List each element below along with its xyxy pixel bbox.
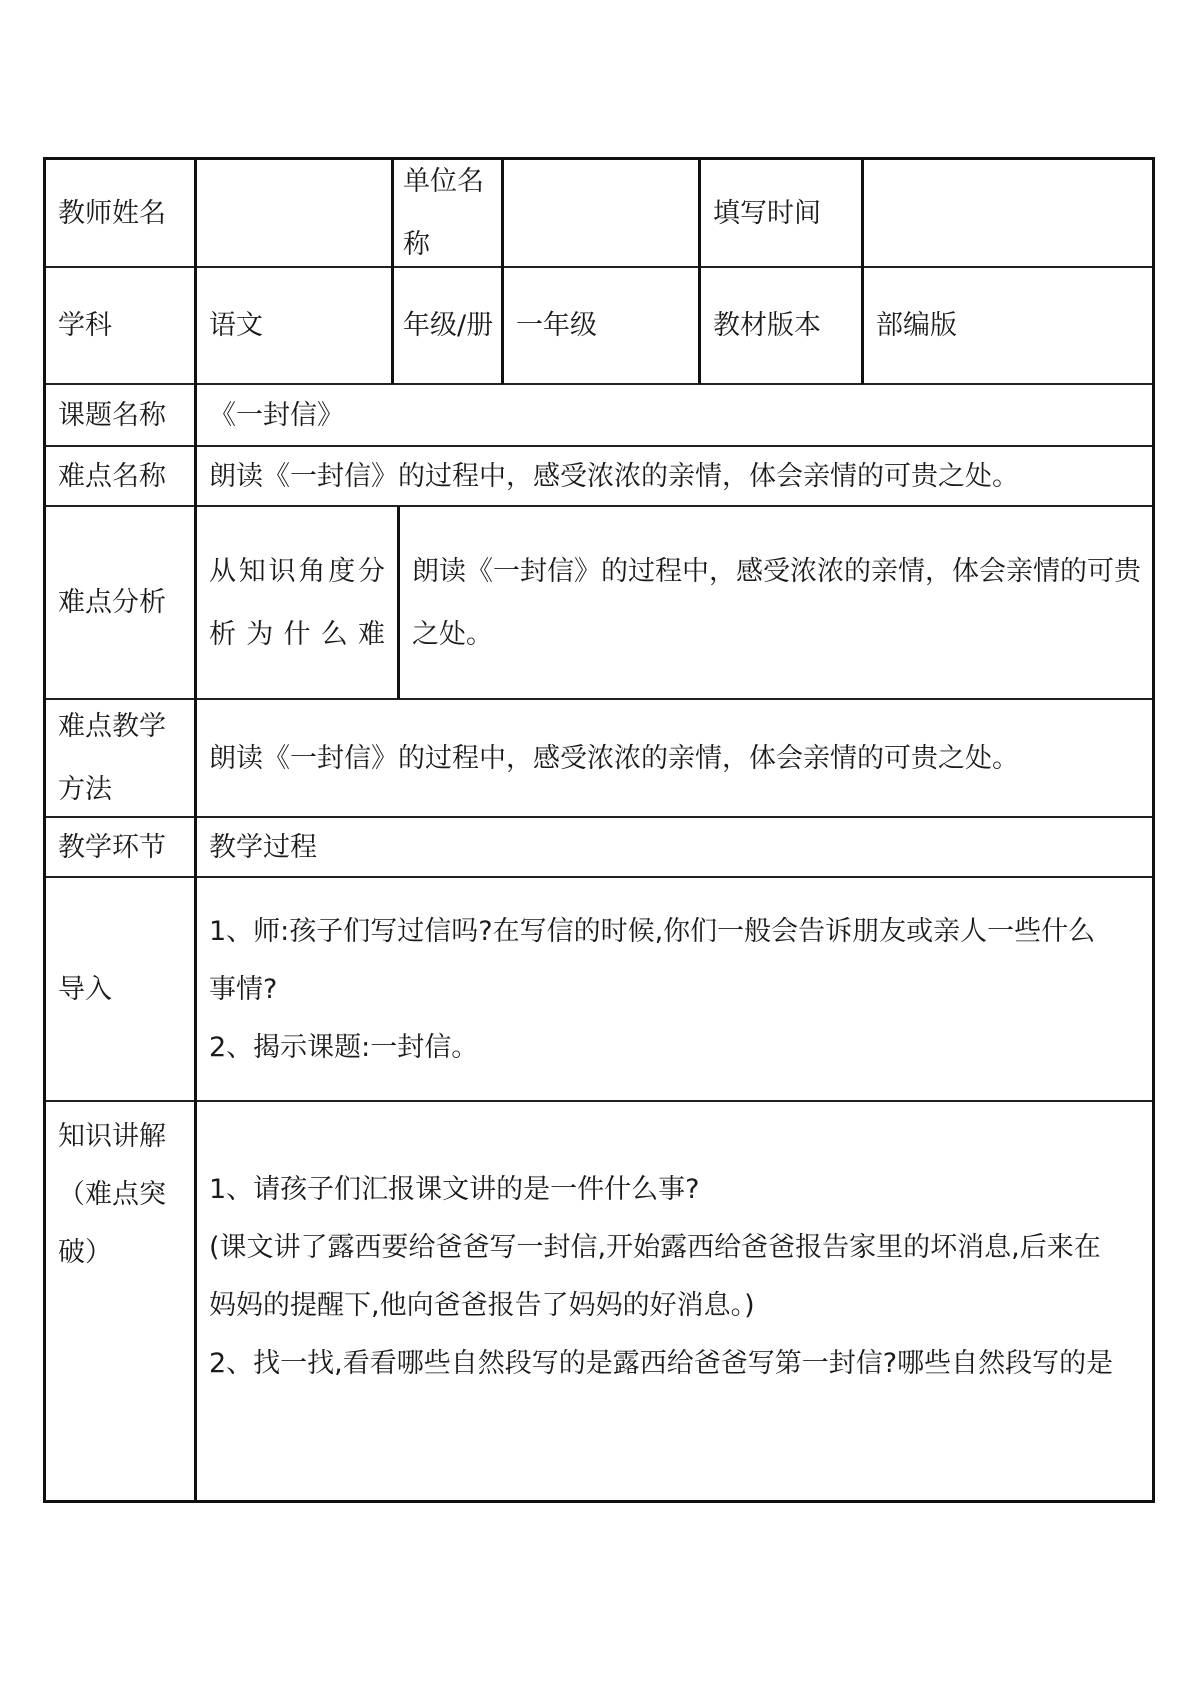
column-divider <box>391 160 394 384</box>
subject-label <box>58 268 192 383</box>
knowledge-line: 1、请孩子们汇报课文讲的是一件什么事? <box>209 1174 700 1205</box>
analysis-value-text: 朗读《一封信》的过程中，感受浓浓的亲情，体会亲情的可贵之处。 <box>412 555 1141 650</box>
method-label-text: 难点教学方法 <box>58 711 166 805</box>
fill-time-value[interactable] <box>876 160 1146 266</box>
unit-name-value[interactable] <box>516 160 696 266</box>
teacher-name-label <box>58 160 192 266</box>
lesson-title-label <box>58 385 192 445</box>
difficulty-label-text: 难点名称 <box>58 460 166 492</box>
difficulty-value[interactable] <box>209 447 1144 505</box>
column-divider <box>698 160 701 384</box>
knowledge-content[interactable] <box>209 1161 1149 1501</box>
lesson-title-value[interactable] <box>209 385 1139 445</box>
row-divider <box>46 1100 1152 1102</box>
analysis-sub-label <box>209 507 391 698</box>
column-divider <box>194 160 197 1500</box>
column-divider <box>861 160 864 384</box>
teacher-name-label-text: 教师姓名 <box>58 197 166 229</box>
column-divider <box>501 160 504 384</box>
analysis-value[interactable] <box>412 507 1142 698</box>
intro-line: 1、师:孩子们写过信吗?在写信的时候,你们一般会告诉朋友或亲人一些什么 <box>209 916 1096 947</box>
process-header-text: 教学过程 <box>209 831 317 863</box>
difficulty-label <box>58 447 192 505</box>
unit-name-label <box>403 160 495 266</box>
grade-label <box>403 268 495 383</box>
lesson-title-value-text: 《一封信》 <box>209 399 344 431</box>
subject-label-text: 学科 <box>58 310 112 341</box>
intro-label-text: 导入 <box>58 973 112 1005</box>
knowledge-line: 妈妈的提醒下,他向爸爸报告了妈妈的好消息。) <box>209 1290 755 1321</box>
knowledge-line: 2、找一找,看看哪些自然段写的是露西给爸爸写第一封信?哪些自然段写的是 <box>209 1348 1114 1379</box>
method-value-text: 朗读《一封信》的过程中，感受浓浓的亲情，体会亲情的可贵之处。 <box>209 742 1019 774</box>
analysis-label <box>58 507 192 698</box>
column-divider <box>397 506 400 699</box>
grade-value-text: 一年级 <box>516 310 597 341</box>
knowledge-label-text: 知识讲解（难点突破） <box>58 1121 166 1268</box>
method-value[interactable] <box>209 700 1144 816</box>
fill-time-label <box>713 160 859 266</box>
stage-header-text: 教学环节 <box>58 831 166 863</box>
intro-content[interactable] <box>209 903 1149 1093</box>
grade-label-text: 年级/册 <box>403 310 494 341</box>
difficulty-value-text: 朗读《一封信》的过程中，感受浓浓的亲情，体会亲情的可贵之处。 <box>209 460 1019 492</box>
textbook-value-text: 部编版 <box>876 310 957 341</box>
method-label <box>58 700 188 816</box>
lesson-title-label-text: 课题名称 <box>58 399 166 431</box>
knowledge-label <box>58 1102 190 1282</box>
analysis-label-text: 难点分析 <box>58 587 166 618</box>
knowledge-line: (课文讲了露西要给爸爸写一封信,开始露西给爸爸报告家里的坏消息,后来在 <box>209 1232 1101 1263</box>
intro-label <box>58 878 192 1100</box>
subject-value-text: 语文 <box>209 310 263 341</box>
unit-name-label-text: 单位名称 <box>403 166 484 260</box>
intro-line: 2、揭示课题:一封信。 <box>209 1032 479 1063</box>
process-header <box>209 818 1144 876</box>
grade-value[interactable] <box>516 268 696 383</box>
subject-value[interactable] <box>209 268 389 383</box>
textbook-value[interactable] <box>876 268 1146 383</box>
analysis-sub-label-text: 从知识角度分析为什么难 <box>209 555 385 650</box>
lesson-plan-table <box>43 157 1155 1503</box>
intro-line: 事情? <box>209 974 278 1005</box>
textbook-label <box>713 268 859 383</box>
stage-header <box>58 818 192 876</box>
fill-time-label-text: 填写时间 <box>713 197 821 229</box>
textbook-label-text: 教材版本 <box>713 310 821 341</box>
teacher-name-value[interactable] <box>209 160 389 266</box>
